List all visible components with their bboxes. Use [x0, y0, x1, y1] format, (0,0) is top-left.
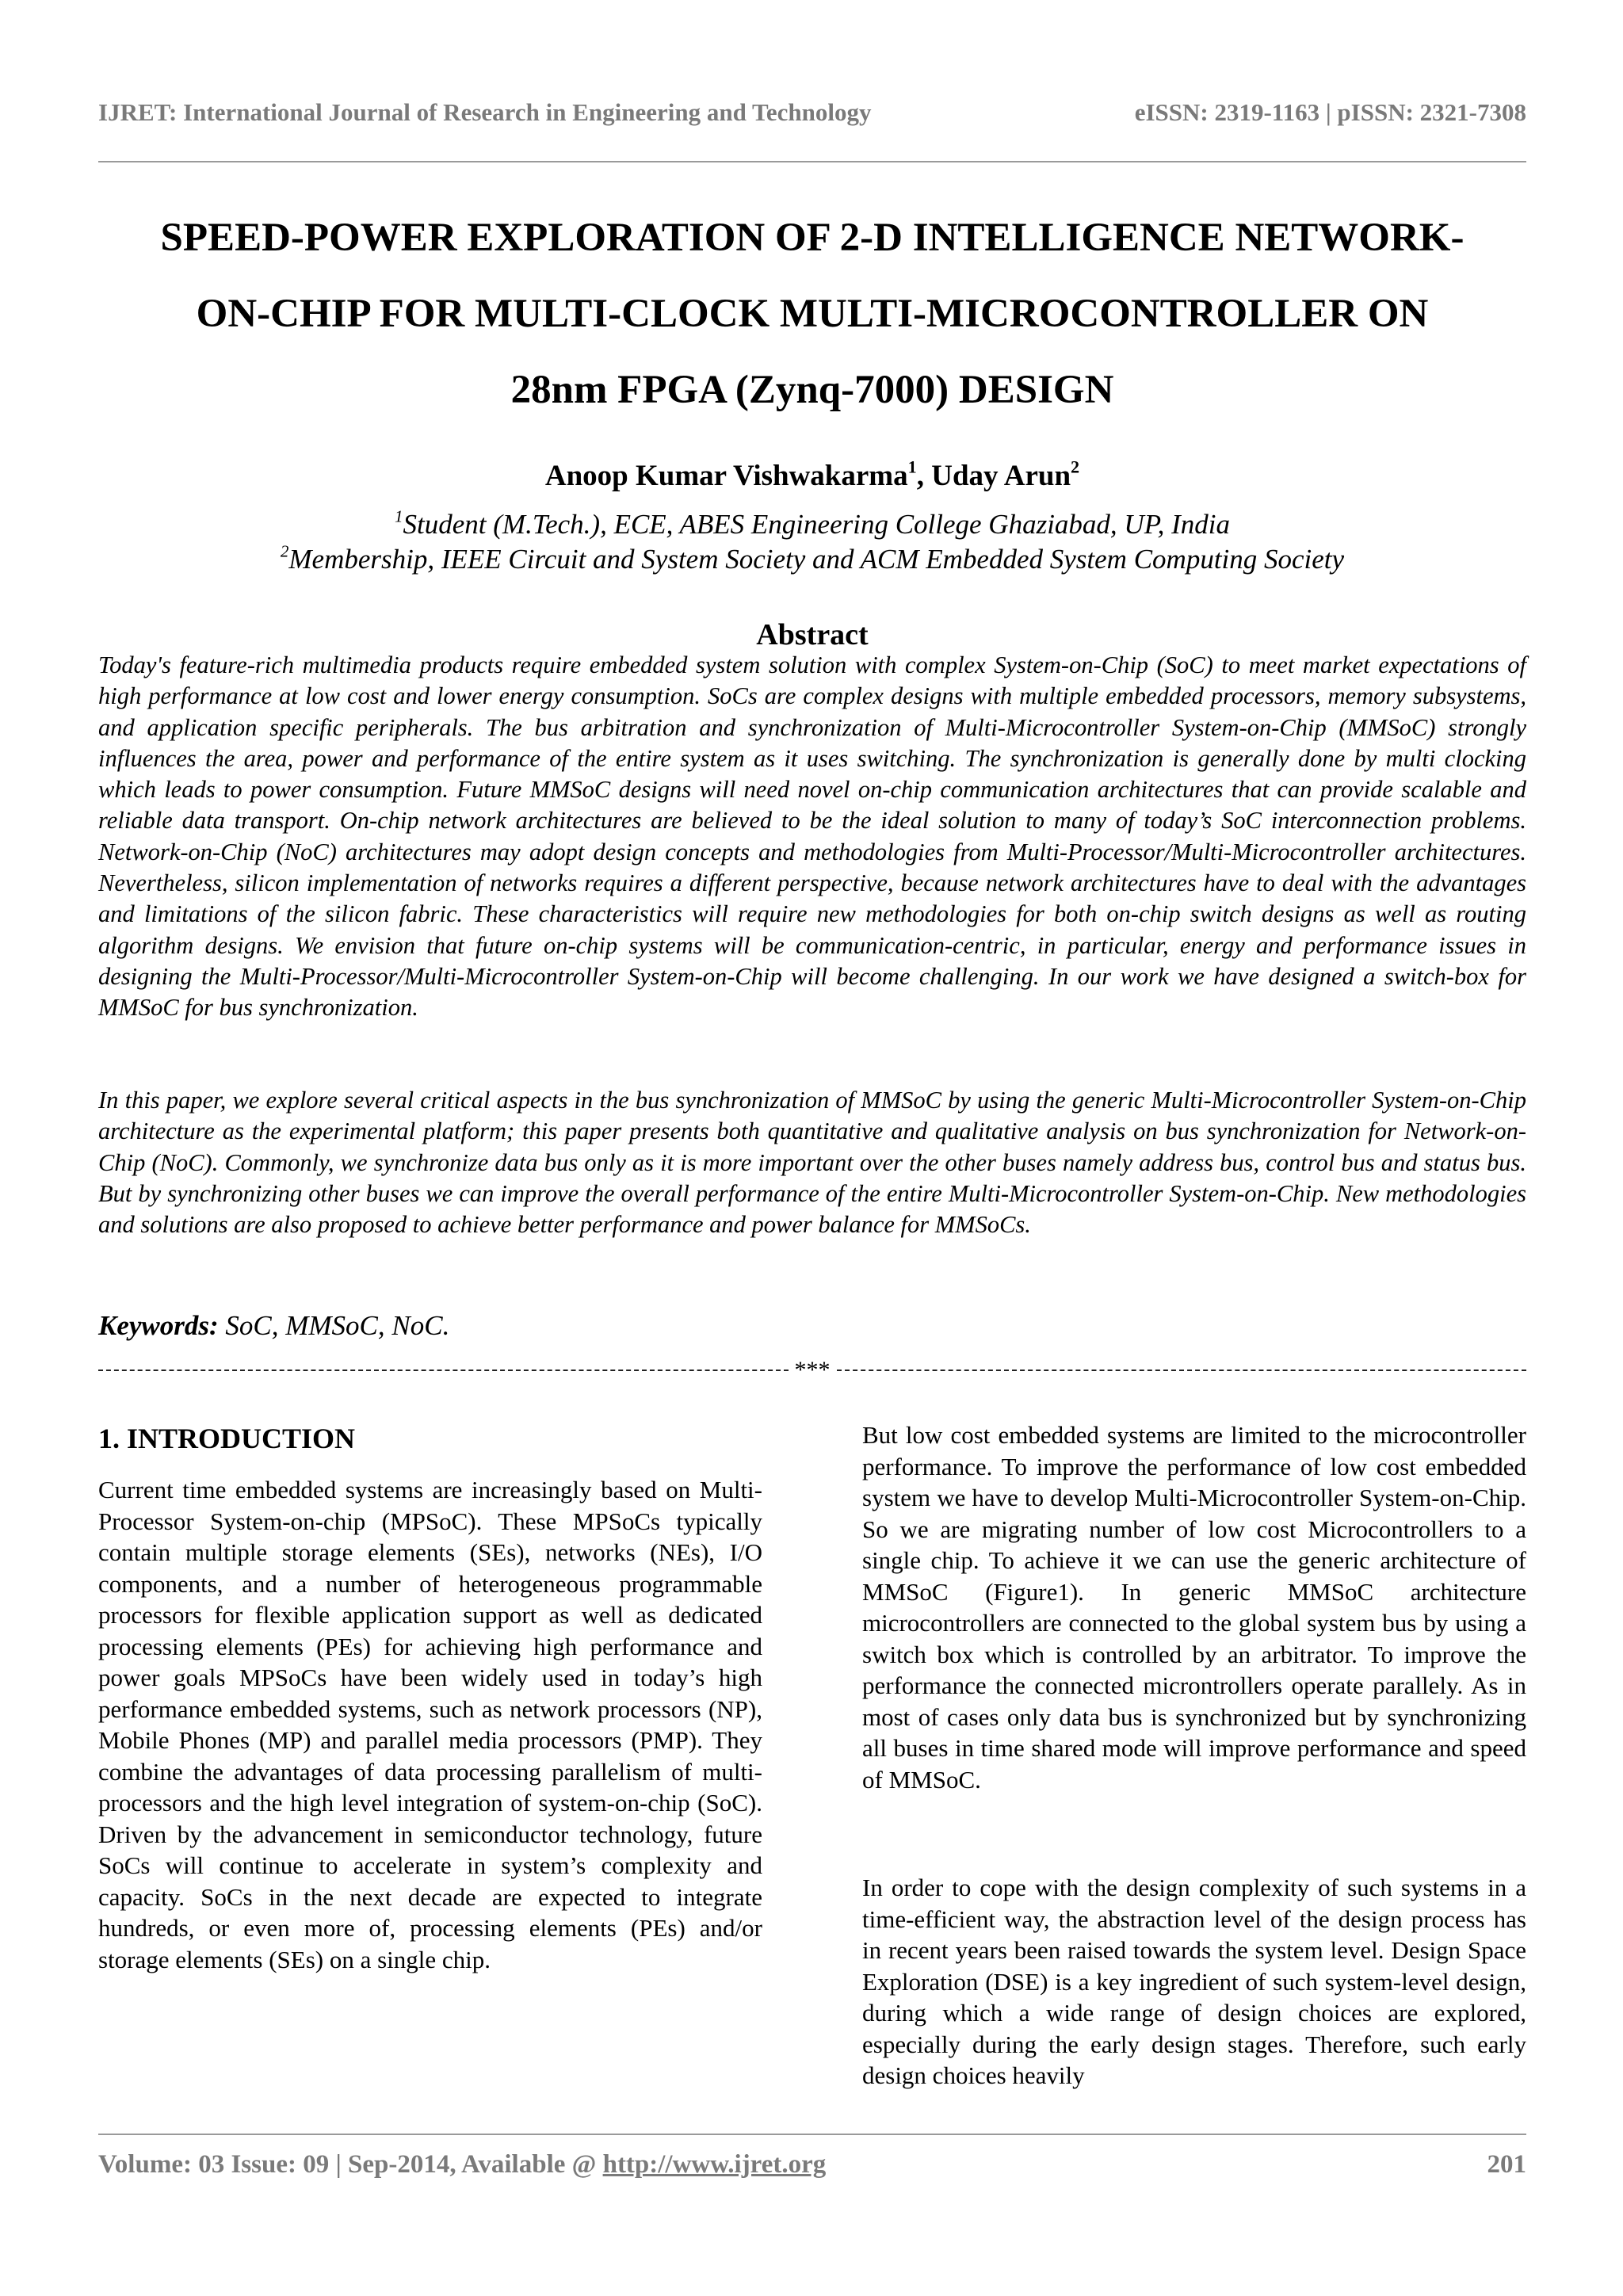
- author-name-2: Uday Arun: [931, 460, 1071, 492]
- affiliation-2: [98, 542, 1526, 577]
- title-line-2: ON-CHIP FOR MULTI-CLOCK MULTI-MICROCONTROLLER ON: [196, 292, 1429, 336]
- affiliation-2-mark: 2: [280, 541, 289, 561]
- footer-volume-info: [98, 2150, 826, 2179]
- affiliation-2-text: Membership, IEEE Circuit and System Society and ACM Embedded System Computing Society: [288, 544, 1345, 575]
- running-footer: [98, 2150, 1526, 2183]
- keywords-label: Keywords:: [98, 1310, 219, 1341]
- introduction-right-paragraph-2: In order to cope with the design complexity of such systems in a time-efficient way, the abstraction level of the design process has in recent years been raised towards the system level. Design Space Exploration (DSE) is a key ingredient of such system-level design, during which a wide range of design choices are explored, especially during the early design stages. Therefore, such early design choices heavily: [862, 1874, 1526, 2089]
- page-number: 201: [1487, 2150, 1526, 2179]
- separator-stars: ***: [794, 1357, 831, 1383]
- title-line-3: 28nm FPGA (Zynq-7000) DESIGN: [510, 368, 1114, 412]
- abstract-paragraph-1: Today's feature-rich multimedia products require embedded system solution with complex System-on-Chip (SoC) to meet market expectations of high performance at low cost and lower energy consumption. SoCs are complex designs with multiple embedded processors, memory subsystems, and application specific peripherals. The bus arbitration and synchronization of Multi-Microcontroller System-on-Chip (MMSoC) strongly influences the area, power and performance of the entire system as it uses switching. The synchronization is generally done by multi clocking which leads to power consumption. Future MMSoC designs will need novel on-chip communication architectures that can provide scalable and reliable data transport. On-chip network architectures are believed to be the ideal solution to many of today’s SoC interconnection problems. Network-on-Chip (NoC) architectures may adopt design concepts and methodologies from Multi-Processor/Multi-Microcontroller architectures. Nevertheless, silicon implementation of networks requires a different perspective, because network architectures have to deal with the advantages and limitations of the silicon fabric. These characteristics will require new methodologies for both on-chip switch designs as well as routing algorithm designs. We envision that future on-chip systems will be communication-centric, in particular, energy and performance issues in designing the Multi-Processor/Multi-Microcontroller System-on-Chip will become challenging. In our work we have designed a switch-box for MMSoC for bus synchronization.: [98, 651, 1526, 1022]
- abstract-heading: Abstract: [756, 618, 869, 651]
- paper-title: [98, 200, 1526, 428]
- author-2-affiliation-mark: 2: [1071, 457, 1080, 477]
- affiliation-1: [98, 507, 1526, 542]
- affiliation-1-text: Student (M.Tech.), ECE, ABES Engineering College Ghaziabad, UP, India: [403, 509, 1230, 540]
- header-rule: [98, 161, 1526, 162]
- journal-name: IJRET: International Journal of Research in Engineering and Technology: [98, 98, 872, 126]
- author-list: [98, 457, 1526, 496]
- affiliations: [98, 507, 1526, 577]
- footer-rule: [98, 2134, 1526, 2135]
- running-header: [98, 98, 1526, 130]
- title-line-1: SPEED-POWER EXPLORATION OF 2-D INTELLIGENCE NETWORK-: [160, 216, 1465, 260]
- author-separator: ,: [916, 460, 932, 492]
- author-name-1: Anoop Kumar Vishwakarma: [544, 460, 908, 492]
- section-separator: [98, 1356, 1526, 1385]
- introduction-right-paragraph-1: But low cost embedded systems are limited to the microcontroller performance. To improve the performance of low cost embedded system we have to develop Multi-Microcontroller System-on-Chip. So we are migrating number of low cost Microcontrollers to a single chip. To achieve it we can use the generic architecture of MMSoC (Figure1). In generic MMSoC architecture microcontrollers are connected to the global system bus by using a switch box which is controlled by an arbitrator. To improve the performance the connected microntrollers operate parallely. As in most of cases only data bus is synchronized but by synchronizing all buses in time shared mode will improve performance and speed of MMSoC.: [862, 1421, 1526, 1794]
- separator-dash-left: [98, 1370, 789, 1371]
- introduction-heading: 1. INTRODUCTION: [98, 1423, 356, 1454]
- keywords-value: SoC, MMSoC, NoC.: [218, 1310, 450, 1341]
- abstract-paragraph-2: In this paper, we explore several critical aspects in the bus synchronization of MMSoC by using the generic Multi-Microcontroller System-on-Chip architecture as the experimental platform; this paper presents both quantitative and qualitative analysis on bus synchronization for Network-on-Chip (NoC). Commonly, we synchronize data bus only as it is more important over the other buses namely address bus, control bus and status bus. But by synchronizing other buses we can improve the overall performance of the entire Multi-Microcontroller System-on-Chip. New methodologies and solutions are also proposed to achieve better performance and power balance for MMSoCs.: [98, 1087, 1526, 1239]
- issn-numbers: eISSN: 2319-1163 | pISSN: 2321-7308: [1134, 98, 1526, 126]
- keywords: [98, 1308, 1526, 1344]
- journal-url-link[interactable]: http://www.ijret.org: [602, 2150, 827, 2179]
- introduction-left-paragraph: Current time embedded systems are increasingly based on Multi-Processor System-on-chip (MPSoC). These MPSoCs typically contain multiple storage elements (SEs), networks (NEs), I/O components, and a number of heterogeneous programmable processors for flexible application support as well as dedicated processing elements (PEs) for achieving high performance and power goals MPSoCs have been widely used in today’s high performance embedded systems, such as network processors (NP), Mobile Phones (MP) and parallel media processors (PMP). They combine the advantages of data processing parallelism of multi-processors and the high level integration of system-on-chip (SoC). Driven by the advancement in semiconductor technology, future SoCs will continue to accelerate in system’s complexity and capacity. SoCs in the next decade are expected to integrate hundreds, or even more of, processing elements (PEs) and/or storage elements (SEs) on a single chip.: [98, 1476, 762, 1973]
- separator-dash-right: [837, 1370, 1527, 1371]
- author-1-affiliation-mark: 1: [907, 457, 917, 477]
- affiliation-1-mark: 1: [395, 506, 403, 526]
- footer-volume: Volume: 03 Issue: 09 | Sep-2014, Available @: [98, 2150, 603, 2179]
